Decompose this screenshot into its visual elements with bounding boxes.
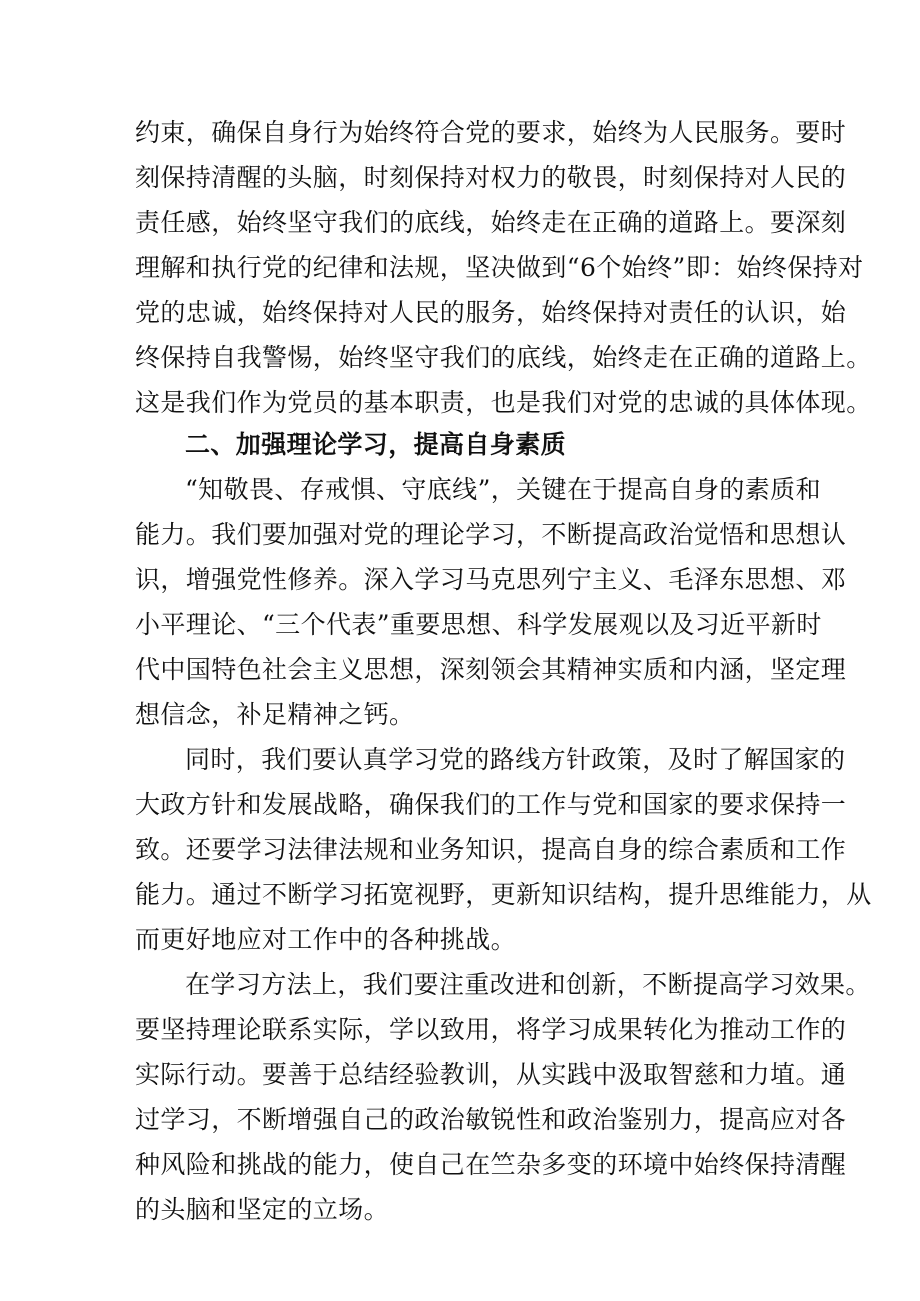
paragraph-4-line-1: 在学习方法上，我们要注重改进和创新，不断提高学习效果。 [185,970,871,999]
paragraph-3-line-3: 致。还要学习法律法规和业务知识，提高自身的综合素质和工作 [135,835,847,864]
paragraph-1-line-4: 理解和执行党的纪律和法规，坚决做到“6个始终”即：始终保持对 [135,253,864,282]
paragraph-2-line-4: 小平理论、“三个代表”重要思想、科学发展观以及习近平新时 [135,610,822,639]
paragraph-4-line-6: 的头脑和坚定的立场。 [135,1195,390,1224]
paragraph-2-line-3: 识，增强党性修养。深入学习马克思列宁主义、毛泽东思想、邓 [135,565,847,594]
paragraph-1-line-7: 这是我们作为党员的基本职责，也是我们对党的忠诚的具体体现。 [135,388,872,417]
paragraph-2-line-6: 想信念，补足精神之钙。 [135,700,415,729]
paragraph-3-line-4: 能力。通过不断学习拓宽视野，更新知识结构，提升思维能力，从 [135,880,872,909]
paragraph-1-line-6: 终保持自我警惕，始终坚守我们的底线，始终走在正确的道路上。 [135,343,872,372]
paragraph-1-line-5: 党的忠诚，始终保持对人民的服务，始终保持对责任的认识，始 [135,298,847,327]
paragraph-4-line-3: 实际行动。要善于总结经验教训，从实践中汲取智慈和力埴。通 [135,1060,847,1089]
paragraph-4-line-2: 要坚持理论联系实际，学以致用，将学习成果转化为推动工作的 [135,1015,847,1044]
section-heading: 二、加强理论学习，提高自身素质 [185,430,567,459]
paragraph-4-line-4: 过学习，不断增强自己的政治敏锐性和政治鉴别力，提高应对各 [135,1105,847,1134]
paragraph-2-line-5: 代中国特色社会主义思想，深刻领会其精神实质和内涵，坚定理 [135,655,847,684]
paragraph-3-line-1: 同时，我们要认真学习党的路线方针政策，及时了解国家的 [185,745,846,774]
paragraph-4-line-5: 种风险和挑战的能力，使自己在竺杂多变的环境中始终保持清醒 [135,1150,847,1179]
paragraph-1-line-2: 刻保持清醒的头脑，时刻保持对权力的敬畏，时刻保持对人民的 [135,163,847,192]
paragraph-3-line-2: 大政方针和发展战略，确保我们的工作与党和国家的要求保持一 [135,790,847,819]
paragraph-2-line-1: “知敬畏、存戒惧、守底线”，关键在于提高自身的素质和 [185,475,821,504]
paragraph-2-line-2: 能力。我们要加强对党的理论学习，不断提高政治觉悟和思想认 [135,520,847,549]
paragraph-1-line-1: 约束，确保自身行为始终符合党的要求，始终为人民服务。要时 [135,118,847,147]
paragraph-1-line-3: 责任感，始终坚守我们的底线，始终走在正确的道路上。要深刻 [135,208,847,237]
paragraph-3-line-5: 而更好地应对工作中的各种挑战。 [135,925,517,954]
